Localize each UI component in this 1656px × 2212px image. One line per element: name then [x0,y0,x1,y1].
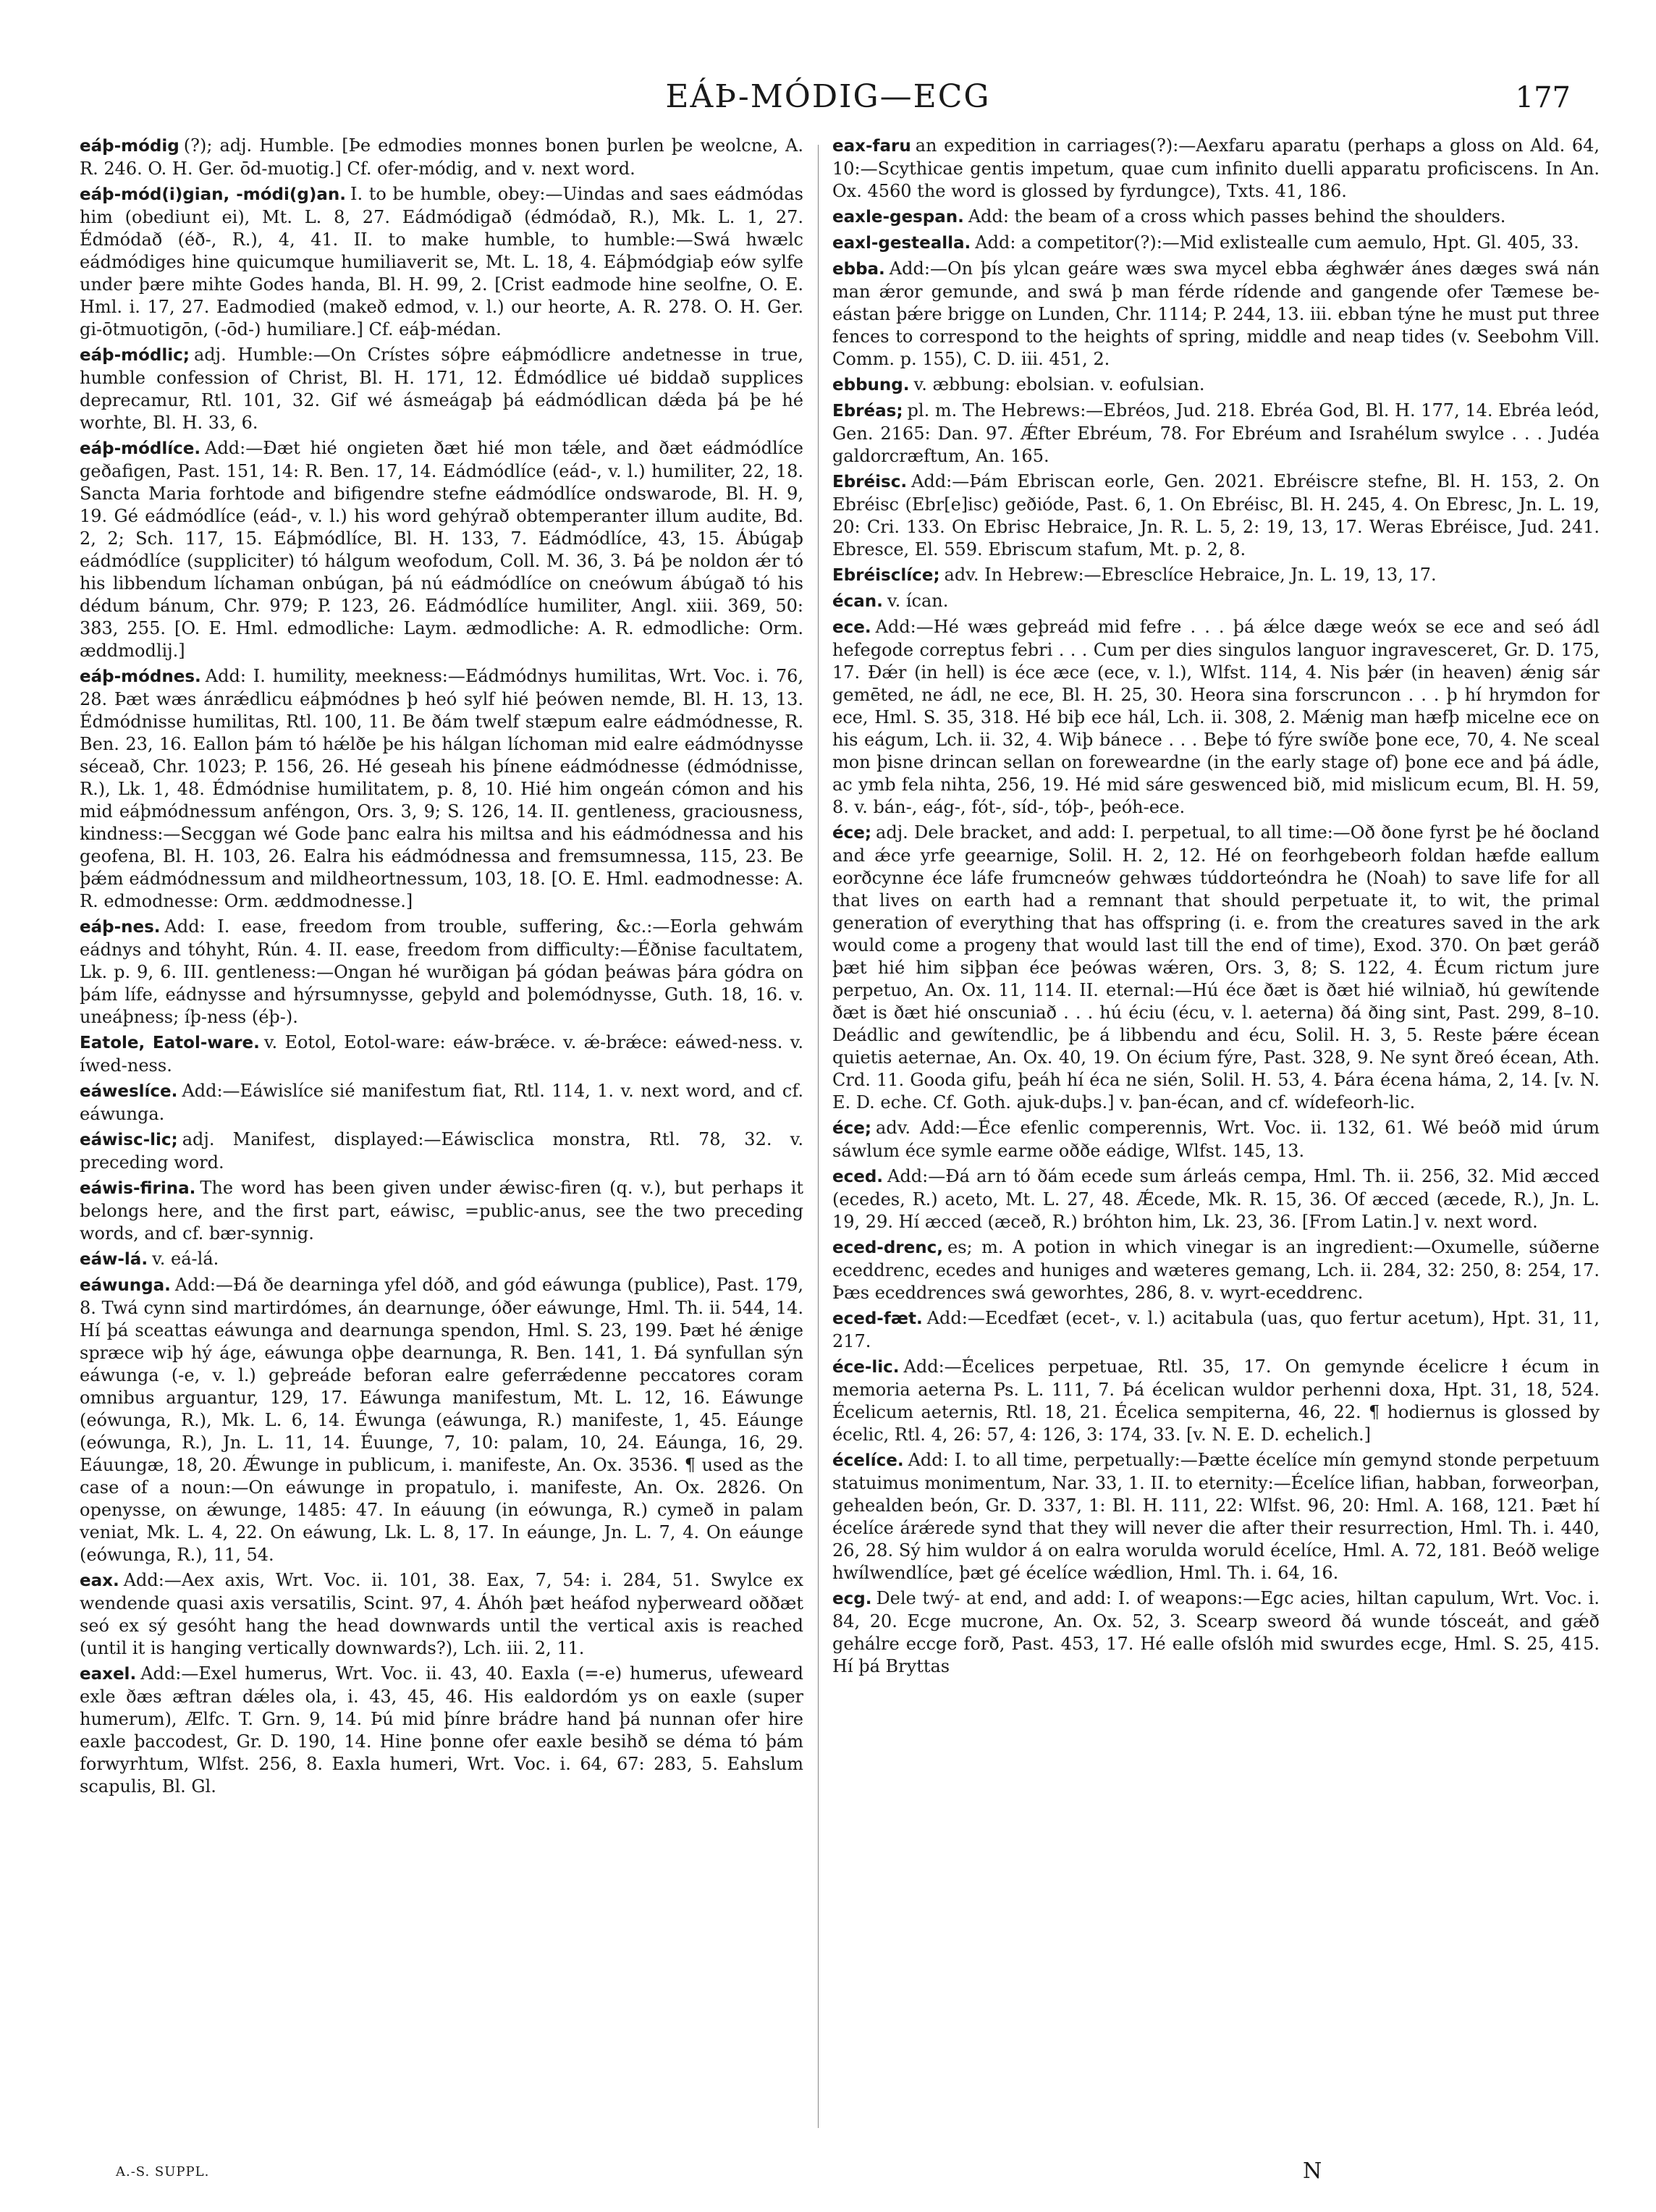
entry-text: adv. Add:—Éce efenlic comperennis, Wrt. Voc. ii. 132, 61. Wé beóð mid úrum sáwlum éce symle earme oððe eádige, Wlfst. 145, 13. [832,1118,1600,1161]
dictionary-entry [80,437,803,662]
dictionary-entry [832,258,1600,371]
dictionary-entry [832,616,1600,819]
entry-headword: éce; [832,1119,872,1138]
page-header [0,51,1656,116]
footer-series-mark: A.-S. SUPPL. [116,2164,210,2179]
dictionary-entry [832,1307,1600,1353]
entry-text: Add:—Eáwislíce sié manifestum fiat, Rtl. 114, 1. v. next word, and cf. eáwunga. [80,1081,803,1124]
entry-headword: Ebréisc. [832,473,908,491]
entry-text: adv. In Hebrew:—Ebresclíce Hebraice, Jn. L. 19, 13, 17. [944,565,1437,585]
entry-headword: eáw-lá. [80,1250,148,1269]
entry-headword: eced-drenc, [832,1238,943,1257]
entry-text: v. eá-lá. [152,1249,219,1269]
footer-signature-mark: N [1303,2158,1322,2184]
entry-headword: eaxl-gestealla. [832,234,971,253]
entry-headword: eáwunga. [80,1276,171,1295]
dictionary-entry [832,1236,1600,1304]
entry-text: (?); adj. Humble. [Þe edmodies monnes bonen þurlen þe weolcne, A. R. 246. O. H. Ger. ōd-muotig.] Cf. ofer-módig, and v. next word. [80,135,803,179]
entry-text: Add:—Hé wæs geþreád mid fefre . . . þá ǽlce dæge weóx se ece and seó ádl hefegode correptus febri . . . Cum per dies singulos languor ingravesceret, Gr. D. 175, 17. Ðǽr (in hell) is éce æce (ece, v. l.), Wlfst. 114, 4. Nis þǽr (in heaven) ǽnig sár gemēted, ne ádl, ne ece, Bl. H. 25, 30. Heora sina forscruncon . . . þ hí hrymdon for ece, Hml. S. 35, 318. Hé biþ ece hál, Lch. ii. 308, 2. Mǽnig man hæfþ micelne ece on his eágum, Lch. ii. 32, 4. Wiþ bánece . . . Beþe tó fýre swíðe þone ece, 70, 4. Ne sceal mon þisne drincan sellan on foreweardne (in the early stage of) þone ece and þá ádle, ac ymb fela nihta, 256, 19. Hé mid sáre geswenced bið, mid mislicum ecum, Bl. H. 59, 8. v. bán-, eág-, fót-, síd-, tóþ-, þeóh-ece. [832,617,1600,817]
entry-headword: eáwisc-lic; [80,1131,178,1149]
dictionary-entry [832,135,1600,203]
dictionary-entry [832,590,1600,613]
entry-text: Add:—Ðá ðe dearninga yfel dóð, and gód eáwunga (publice), Past. 179, 8. Twá cynn sind martirdómes, án dearnunge, óðer eáwunge, Hml. Th. ii. 544, 14. Hí þá sceattas eáwunga and dearnunga spendon, Hml. S. 23, 199. Þæt hé ǽnige spræce wiþ hý áge, eáwunga oþþe dearnunga, R. Ben. 141, 1. Ðá synfullan sýn eáwunga (-e, v. l.) geþreáde beforan ealre geferrǽdenne peccatores coram omnibus arguantur, 129, 17. Eáwunga manifestum, Mt. L. 12, 16. Eáwunge (eówunga, R.), Mk. L. 6, 14. Éwunga (eáwunga, R.) manifeste, 1, 45. Eáunge (eówunga, R.), Jn. L. 11, 14. Éuunge, 7, 10: palam, 10, 24. Eáunga, 16, 29. Eáuungæ, 18, 20. Ǽwunge in publicum, i. manifeste, An. Ox. 3536. ¶ used as the case of a noun:—On eáwunge in propatulo, i. manifeste, An. Ox. 2826. On openysse, on ǽwunge, 1485: 47. In eáuung (in eówunga, R.) cymeð in palam veniat, Mk. L. 4, 22. On eáwung, Lk. L. 8, 17. In eáunge, Jn. L. 7, 4. On eáunge (eówunga, R.), 11, 54. [80,1275,803,1565]
entry-headword: écelíce. [832,1451,904,1470]
entry-headword: eáþ-módnes. [80,667,201,686]
entry-headword: ecg. [832,1590,872,1608]
entry-text: Add:—On þís ylcan geáre wæs swa mycel ebba ǽghwǽr ánes dæges swá nán man ǽror gemunde, and swá þ man férde rídende and gangende ofer Tæmese be-eástan þǽre brigge on Lunden, Chr. 1114; P. 244, 13. iii. ebban týne he must put three fences to correspond to the heights of spring, middle and neap tides (v. Seebohm Vill. Comm. p. 155), C. D. iii. 451, 2. [832,258,1600,369]
entry-text: adj. Dele bracket, and add: I. perpetual, to all time:—Oð ðone fyrst þe hé ðocland and ǽce yrfe geearnige, Solil. H. 2, 12. Hé on feorhgebeorh foldan hæfde eallum eorðcynne éce láfe frumcneów gehwæs túddorteóndra he (Noah) to save life for all that lives on earth had a remnant that should perpetuate it, to wit, the primal generation of everything that has offspring (i. e. from the creatures saved in the ark would come a progeny that would last till the end of time), Exod. 370. On þæt geráð þæt hié him siþþan éce þeówas wǽren, Ors. 3, 8; S. 122, 4. Écum rictum jure perpetuo, An. Ox. 11, 114. II. eternal:—Hú éce ðæt is ðæt hié wilniað, hú gewítende ðæt is ðæt hié onscuniað . . . hú éciu (écu, v. l. aeterna) ðá ðing sint, Past. 299, 8–10. Deádlic and gewítendlic, þe á libbendu and écu, Solil. H. 3, 5. Reste þǽre écean quietis aeternae, An. Ox. 40, 19. On écium fýre, Past. 328, 9. Ne synt ðreó écean, Ath. Crd. 11. Gooda gifu, þeáh hí éca ne sién, Solil. H. 53, 4. Þára écena háma, 2, 14. [v. N. E. D. eche. Cf. Goth. ajuk-duþs.] v. þan-écan, and cf. wídefeorh-lic. [832,822,1600,1113]
dictionary-entry [832,1117,1600,1162]
entry-headword: éce-lic. [832,1358,900,1377]
entry-text: an expedition in carriages(?):—Aexfaru aparatu (perhaps a gloss on Ald. 64, 10:—Scythicae gentis impetum, quae cum infinito duelli apparatu proficiscens. In An. Ox. 4560 the word is glossed by fyrdungce), Txts. 41, 186. [832,135,1600,201]
entry-text: es; m. A potion in which vinegar is an ingredient:—Oxumelle, súðerne eceddrenc, ecedes and huniges and wæteres gemang, Lch. ii. 284, 32: 250, 8: 254, 17. Þæs eceddrences swá geworhtes, 286, 8. v. wyrt-eceddrenc. [832,1237,1600,1303]
entry-text: Add:—Ðá arn tó ðám ecede sum árleás cempa, Hml. Th. ii. 256, 32. Mid æcced (ecedes, R.) aceto, Mt. L. 27, 48. Ǽcede, Mk. R. 15, 36. Of æcced (æcede, R.), Jn. L. 19, 29. Hí æcced (æceð, R.) bróhton him, Lk. 23, 36. [From Latin.] v. next word. [832,1166,1600,1232]
dictionary-entry [80,183,803,341]
entry-text: pl. m. The Hebrews:—Ebréos, Jud. 218. Ebréa God, Bl. H. 177, 14. Ebréa leód, Gen. 2165: Dan. 97. Ǽfter Ebréum, 78. For Ebréum and Israhélum swylce . . . Judéa galdorcræftum, An. 165. [832,400,1600,466]
entry-text: adj. Humble:—On Crístes sóþre eáþmódlicre andetnesse in true, humble confession of Christ, Bl. H. 171, 12. Édmódlice ué biddað supplices deprecamur, Rtl. 101, 32. Gif wé ásmeágaþ þá eádmódlican dǽda þá þe hé worhte, Bl. H. 33, 6. [80,345,803,433]
entry-headword: eaxle-gespan. [832,208,964,227]
entry-headword: eaxel. [80,1665,137,1684]
entry-headword: Eatole, Eatol-ware. [80,1034,260,1052]
entry-headword: Ebréisclíce; [832,566,940,585]
dictionary-entry [832,206,1600,229]
dictionary-entry [80,665,803,913]
entry-text: Add: I. to all time, perpetually:—Þætte écelíce mín gemynd stonde perpetuum statuimus monimentum, Nar. 33, 1. II. to eternity:—Écelíce lifian, habban, forweorþan, gehealden beón, Gr. D. 337, 1: Bl. H. 111, 22: Wlfst. 96, 20: Hml. A. 168, 121. Þæt hí écelíce árǽrede synd that they will never die after their resurrection, Hml. Th. i. 440, 26, 28. Sý him wuldor á on ealra worulda woruld écelíce, Hml. A. 72, 181. Beóð welige hwílwendlíce, þæt gé écelíce wǽdlion, Hml. Th. i. 64, 16. [832,1450,1600,1583]
entry-headword: éce; [832,824,872,843]
dictionary-entry [832,1356,1600,1446]
entry-headword: eax-faru [832,137,911,156]
dictionary-entry [80,1569,803,1660]
entry-headword: écan. [832,592,883,611]
entry-headword: ebbung. [832,376,910,394]
entry-headword: ece. [832,618,871,637]
entry-text: v. æbbung: ebolsian. v. eofulsian. [913,374,1205,394]
dictionary-entry [832,373,1600,397]
right-column [832,135,1600,2118]
dictionary-entry [832,470,1600,561]
dictionary-entry [832,822,1600,1114]
running-head: EÁÞ-MÓDIG—ECG [665,78,991,115]
entry-text: I. to be humble, obey:—Uindas and saes eádmódas him (obediunt ei), Mt. L. 8, 27. Eádmódigað (édmódað, R.), Mk. L. 1, 27. Édmódað (éð-, R.), 4, 41. II. to make humble, to humble:—Swá hwælc eádmódiges hine quicumque humiliaverit se, Mt. L. 18, 4. Eáþmódgiaþ eów sylfe under þære mihte Godes handa, Bl. H. 99, 2. [Crist eadmode hine seolfne, O. E. Hml. i. 17, 27. Eadmodied (makeð edmod, v. l.) our heorte, A. R. 278. O. H. Ger. gi-ōtmuotigōn, (-ōd-) humiliare.] Cf. eáþ-médan. [80,184,803,339]
entry-text: Add: the beam of a cross which passes behind the shoulders. [968,206,1506,227]
entry-text: Add: I. humility, meekness:—Eádmódnys humilitas, Wrt. Voc. i. 76, 28. Þæt wæs ánrǽdlicu eáþmódnes þ heó sylf hié þeówen nemde, Bl. H. 13, 13. Édmódnisse humilitas, Rtl. 100, 11. Be ðám twelf stæpum ealre eádmódnesse, R. Ben. 23, 16. Eallon þám tó hǽlðe þe his hálgan líchoman mid ealre eádmódnysse séceað, Chr. 1023; P. 156, 26. Hé geseah his þínene eádmódnesse (édmódnisse, R.), Lk. 1, 48. Édmódnise humilitatem, p. 8, 10. Hié him ongeán cómon and his mid eáþmódnessum anféngon, Ors. 3, 9; S. 126, 14. II. gentleness, graciousness, kindness:—Secggan wé Gode þanc ealra his miltsa and his eádmódnessa and his geofena, Bl. H. 103, 26. Ealra his eádmódnessa and fremsumnessa, 115, 23. Be þǽm eádmódnessum and mildheortnessum, 103, 18. [O. E. Hml. eadmodnesse: A. R. edmodnesse: Orm. æddmodnesse.] [80,666,803,911]
dictionary-entry [80,1080,803,1126]
page-number: 177 [1515,81,1571,114]
dictionary-entry [832,1165,1600,1233]
entry-text: Add:—Écelices perpetuae, Rtl. 35, 17. On gemynde écelicre ł écum in memoria aeterna Ps. L. 111, 7. Þá écelican wuldor perhenni doxa, Hpt. 31, 18, 524. Écelicum aeternis, Rtl. 18, 21. Écelica sempiterna, 46, 22. ¶ hodiernus is glossed by écelic, Rtl. 4, 26: 57, 4: 126, 3: 174, 33. [v. N. E. D. echelich.] [832,1356,1600,1445]
entry-headword: eax. [80,1571,119,1590]
entry-headword: eced-fæt. [832,1309,923,1328]
dictionary-entry [832,564,1600,587]
entry-headword: eáþ-módlíce. [80,439,201,458]
entry-text: Add: a competitor(?):—Mid exlistealle cum aemulo, Hpt. Gl. 405, 33. [975,232,1579,253]
dictionary-entry [80,1128,803,1174]
entry-headword: eáþ-mód(i)gian, -módi(g)an. [80,185,347,204]
left-column [80,135,803,2118]
dictionary-entry [832,232,1600,255]
entry-text: adj. Manifest, displayed:—Eáwisclica monstra, Rtl. 78, 32. v. preceding word. [80,1129,803,1173]
entry-headword: eáþ-nes. [80,918,161,937]
entry-headword: Ebréas; [832,402,903,421]
dictionary-entry [832,400,1600,468]
entry-text: v. ícan. [887,591,949,611]
entry-headword: eáweslíce. [80,1082,178,1101]
column-divider [818,145,819,2128]
dictionary-entry [832,1449,1600,1584]
dictionary-entry [80,916,803,1029]
entry-text: v. Eotol, Eotol-ware: eáw-brǽce. v. ǽ-brǽce: eáwed-ness. v. íwed-ness. [80,1032,803,1076]
entry-headword: eáþ-módlic; [80,346,190,365]
dictionary-entry [80,344,803,434]
entry-text: Add:—Ecedfæt (ecet-, v. l.) acitabula (uas, quo fertur acetum), Hpt. 31, 11, 217. [832,1308,1600,1351]
dictionary-entry [80,135,803,180]
entry-text: Add:—Þám Ebriscan eorle, Gen. 2021. Ebréiscre stefne, Bl. H. 153, 2. On Ebréisc (Ebr[e]isc) geðióde, Past. 6, 1. On Ebréisc, Bl. H. 245, 4. On Ebresc, Jn. L. 19, 20: Cri. 133. On Ebrisc Hebraice, Jn. R. L. 5, 2: 19, 13, 17. Weras Ebréisce, Jud. 241. Ebresce, El. 559. Ebriscum stafum, Mt. p. 2, 8. [832,471,1600,560]
dictionary-entry [80,1274,803,1566]
entry-text: Add: I. ease, freedom from trouble, suffering, &c.:—Eorla gehwám eádnys and tóhyht, Rún. 4. II. ease, freedom from difficulty:—Éðnise facultatem, Lk. p. 9, 6. III. gentleness:—Ongan hé wurðigan þá gódan þeáwas þára gódra on þám lífe, eádnysse and hýrsumnysse, geþyld and þolemódnysse, Guth. 18, 16. v. uneáþness; íþ-ness (éþ-). [80,916,803,1027]
entry-text: Add:—Aex axis, Wrt. Voc. ii. 101, 38. Eax, 7, 54: i. 284, 51. Swylce ex wendende quasi axis versatilis, Scint. 97, 4. Áhóh þæt heáfod nyþerweard oððæt seó ex sý gesóht hang the head downwards until the vertical axis is reached (until it is hanging vertically downwards?), Lch. iii. 2, 11. [80,1570,803,1658]
dictionary-entry [80,1663,803,1798]
entry-text: Dele twý- at end, and add: I. of weapons:—Egc acies, hiltan capulum, Wrt. Voc. i. 84, 20. Ecge mucrone, An. Ox. 52, 3. Scearp sweord ðá wunde tósceát, and gǽð gehálre eccge forð, Past. 453, 17. Hé ealle ofslóh mid swurdes ecge, Hml. S. 25, 415. Hí þá Bryttas [832,1588,1600,1676]
entry-text: Add:—Exel humerus, Wrt. Voc. ii. 43, 40. Eaxla (=-e) humerus, ufeweard exle ðæs æftran dǽles ola, i. 43, 45, 46. His ealdordóm ys on eaxle (super humerum), Ælfc. T. Grn. 9, 14. Þú mid þínre brádre hand þá nunnan ofer hire eaxle þaccodest, Gr. D. 190, 14. Hine þonne ofer eaxle besihð se déma tó þám forwyrhtum, Wlfst. 256, 8. Eaxla humeri, Wrt. Voc. i. 64, 67: 283, 5. Eahslum scapulis, Bl. Gl. [80,1663,803,1797]
entry-text: The word has been given under ǽwisc-firen (q. v.), but perhaps it belongs here, and the first part, eáwisc, =public-anus, see the two preceding words, and cf. bær-synnig. [80,1178,803,1244]
entry-headword: eced. [832,1168,884,1186]
dictionary-entry [80,1031,803,1077]
entry-headword: eáþ-módig [80,137,179,156]
entry-headword: ebba. [832,260,885,279]
entry-text: Add:—Ðæt hié ongieten ðæt hié mon tǽle, and ðæt eádmódlíce geðafigen, Past. 151, 14: R. Ben. 17, 14. Eádmódlíce (eád-, v. l.) humiliter, 22, 18. Sancta Maria forhtode and bifigendre stefne eádmódlíce ondswarode, Bl. H. 9, 19. Gé eádmódlíce (eád-, v. l.) his word gehýrað obtemperanter illum audite, Bd. 2, 2; Sch. 117, 15. Eáþmódlíce, Bl. H. 133, 7. Eádmódlíce, 43, 15. Ábúgaþ eádmódlíce (suppliciter) tó hálgum weofodum, Coll. M. 36, 3. Þá þe noldon ǽr tó his libbendum líchaman onbúgan, þá nú eádmódlíce on cneówum ábúgað tó his dédum bánum, Chr. 979; P. 123, 26. Eádmódlíce humiliter, Angl. xiii. 369, 50: 383, 255. [O. E. Hml. edmodliche: Laym. ædmodliche: A. R. edmodliche: Orm. æddmodlij.] [80,438,803,661]
dictionary-entry [80,1177,803,1245]
dictionary-entry [80,1248,803,1271]
dictionary-entry [832,1587,1600,1678]
entry-headword: eáwis-firina. [80,1179,196,1198]
